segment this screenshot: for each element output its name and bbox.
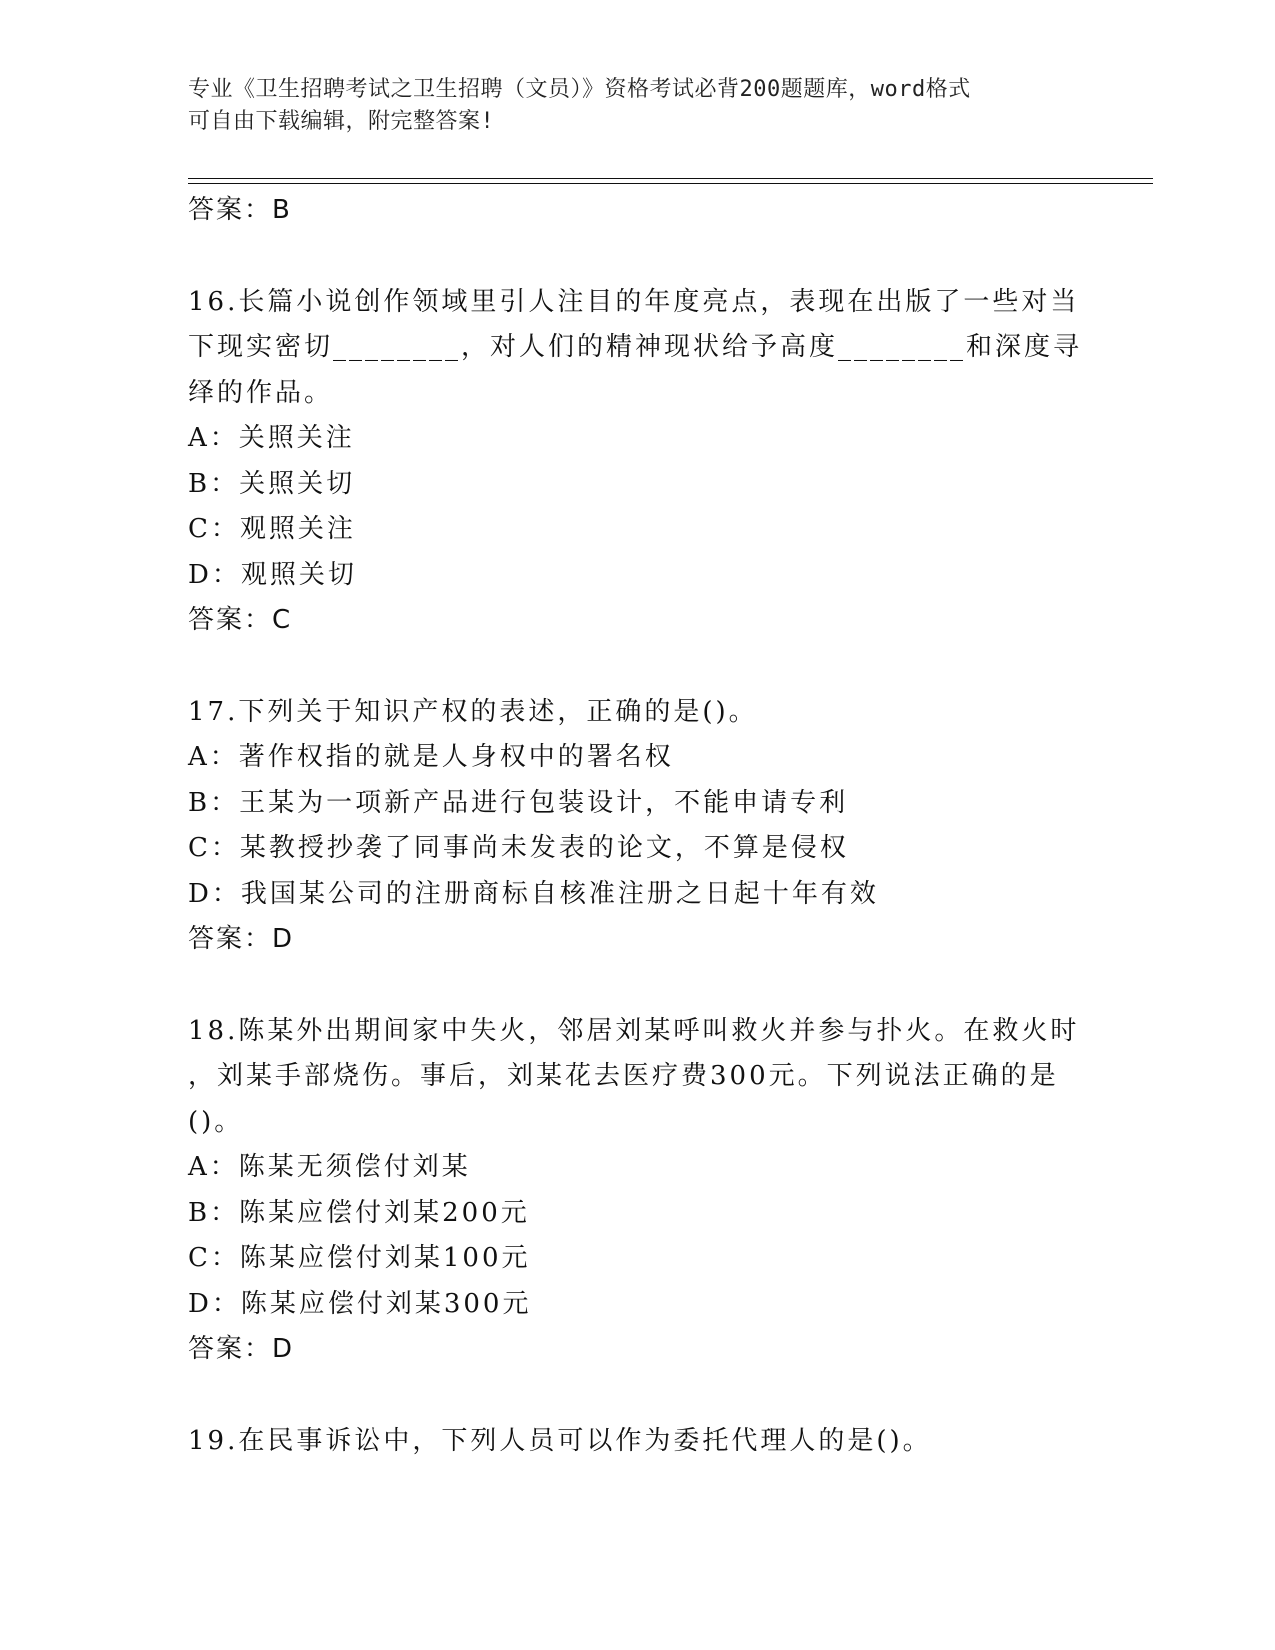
page-header (188, 74, 1088, 138)
option-c: C：陈某应偿付刘某100元 (188, 1243, 531, 1273)
question-text-line: 下现实密切________，对人们的精神现状给予高度________和深度寻 (188, 332, 1083, 362)
option-d: D：陈某应偿付刘某300元 (188, 1288, 532, 1319)
question-16 (188, 280, 1118, 644)
answer-line: 答案：D (188, 1334, 295, 1364)
question-text-line: ()。 (188, 1106, 244, 1137)
answer-line: 答案：D (188, 924, 295, 954)
header-divider-bottom (188, 183, 1153, 184)
option-b: B：关照关切 (188, 468, 356, 499)
question-content (188, 188, 1118, 1464)
header-line-2: 可自由下载编辑，附完整答案! (188, 109, 495, 134)
question-18 (188, 1009, 1118, 1373)
question-text-line: 16.长篇小说创作领域里引人注目的年度亮点，表现在出版了一些对当 (188, 286, 1080, 317)
option-c: C：观照关注 (188, 514, 356, 544)
question-text-line: ，刘某手部烧伤。事后，刘某花去医疗费300元。下列说法正确的是 (188, 1061, 1059, 1091)
option-a: A：陈某无须偿付刘某 (188, 1152, 471, 1182)
option-a: A：著作权指的就是人身权中的署名权 (188, 742, 674, 772)
question-text-line: 绎的作品。 (188, 377, 334, 408)
option-d: D：观照关切 (188, 559, 357, 590)
question-text-line: 18.陈某外出期间家中失火，邻居刘某呼叫救火并参与扑火。在救火时 (188, 1015, 1080, 1046)
question-text-line: 17.下列关于知识产权的表述，正确的是()。 (188, 696, 758, 727)
option-a: A：关照关注 (188, 423, 355, 453)
answer-line: 答案：C (188, 605, 293, 635)
header-divider-top (188, 178, 1153, 179)
header-line-1: 专业《卫生招聘考试之卫生招聘（文员）》资格考试必背200题题库，word格式 (188, 77, 971, 102)
option-c: C：某教授抄袭了同事尚未发表的论文，不算是侵权 (188, 833, 849, 863)
option-b: B：王某为一项新产品进行包装设计，不能申请专利 (188, 787, 849, 818)
answer-line: 答案：B (188, 195, 292, 225)
question-text-line: 19.在民事诉讼中，下列人员可以作为委托代理人的是()。 (188, 1425, 932, 1456)
option-b: B：陈某应偿付刘某200元 (188, 1197, 530, 1228)
question-17 (188, 690, 1118, 963)
option-d: D：我国某公司的注册商标自核准注册之日起十年有效 (188, 878, 879, 909)
question-19 (188, 1419, 1118, 1465)
